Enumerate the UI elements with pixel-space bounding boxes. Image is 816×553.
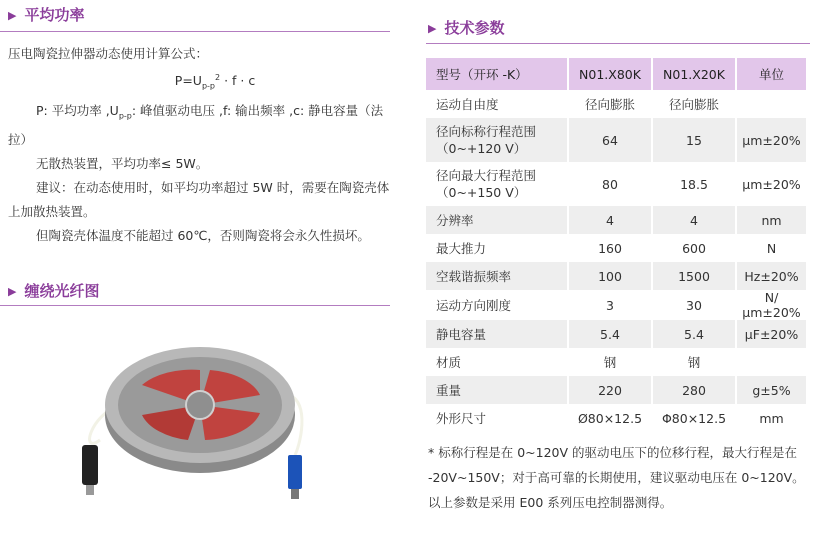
triangle-bullet-icon: ▶ <box>8 285 17 298</box>
section-header-specs <box>426 12 810 44</box>
triangle-bullet-icon: ▶ <box>428 22 437 35</box>
triangle-bullet-icon: ▶ <box>8 9 17 22</box>
section-header-fiber <box>0 276 390 306</box>
suggestion-text: 建议：在动态使用时，如平均功率超过 5W 时，需要在陶瓷壳体上加散热装置。 <box>8 180 390 220</box>
spec-table-header <box>426 58 807 90</box>
header-x20k: N01.X20K <box>652 58 736 90</box>
spec-notes <box>428 440 813 515</box>
header-x80k: N01.X80K <box>568 58 652 90</box>
table-row: 静电容量 5.4 5.4 µF±20% <box>426 320 807 348</box>
fiber-spool-illustration <box>60 335 360 535</box>
temperature-warning: 但陶瓷壳体温度不能超过 60℃，否则陶瓷将会永久性损坏。 <box>36 228 370 244</box>
section-title: 平均功率 <box>24 6 85 24</box>
power-formula: $P=U_{p-p}^2 \cdot f \cdot c$ <box>174 73 256 91</box>
no-heatsink-text: 无散热装置，平均功率≤ 5W。 <box>36 156 209 172</box>
wound-fiber-image <box>60 335 360 535</box>
intro-text: 压电陶瓷拉伸器动态使用计算公式： <box>8 46 209 61</box>
spec-table <box>426 58 808 432</box>
power-text-block <box>8 42 392 248</box>
table-row: 运动自由度 径向膨胀 径向膨胀 <box>426 90 807 118</box>
section-title: 缠绕光纤图 <box>24 282 100 300</box>
table-row: 分辨率 4 4 nm <box>426 206 807 234</box>
table-row: 空载谐振频率 100 1500 Hz±20% <box>426 262 807 290</box>
measurement-note: 以上参数是采用 E00 系列压电控制器测得。 <box>428 495 673 510</box>
table-row: 外形尺寸 Ø80×12.5 Φ80×12.5 mm <box>426 404 807 432</box>
table-row: 径向标称行程范围 （0~+120 V） 64 15 µm±20% <box>426 118 807 162</box>
formula-description: P: 平均功率 $,U_{p-p}$: 峰值驱动电压 ,f: 输出频率 ,c: 静电容量（法拉） <box>8 102 384 148</box>
stroke-note: * 标称行程是在 0~120V 的驱动电压下的位移行程，最大行程是在 -20V~150V；对于高可靠的长期使用，建议驱动电压在 0~120V。 <box>428 445 805 485</box>
header-unit: 单位 <box>736 58 807 90</box>
table-row: 重量 220 280 g±5% <box>426 376 807 404</box>
table-row: 运动方向刚度 3 30 N/µm±20% <box>426 290 807 320</box>
section-title: 技术参数 <box>444 19 505 37</box>
table-row: 材质 钢 钢 <box>426 348 807 376</box>
section-header-average-power <box>0 0 390 32</box>
table-row: 最大推力 160 600 N <box>426 234 807 262</box>
header-model: 型号（开环 -K） <box>426 58 568 90</box>
table-row: 径向最大行程范围 （0~+150 V） 80 18.5 µm±20% <box>426 162 807 206</box>
